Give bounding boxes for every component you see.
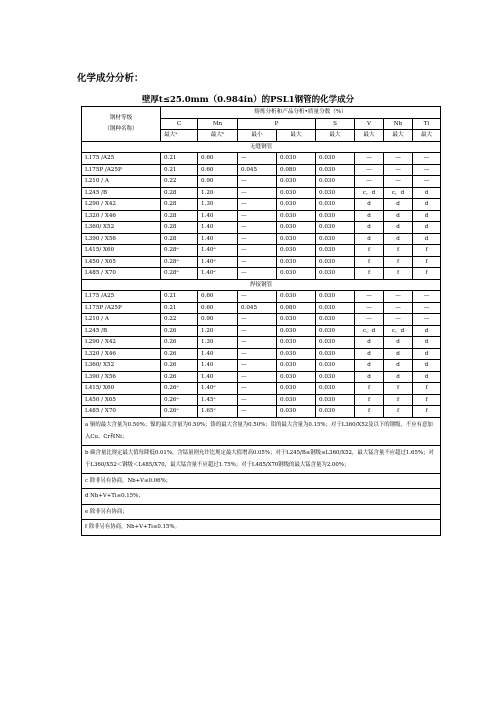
value-cell: 0.030 (316, 245, 355, 257)
value-cell: d (384, 233, 413, 245)
value-cell: 0.030 (277, 176, 316, 188)
footnote: e 除非另有协商； (82, 504, 441, 520)
value-cell: f (384, 256, 413, 268)
footnote: d Nb+V+Ti≤0.15%； (82, 489, 441, 505)
value-cell: d (355, 233, 384, 245)
table-row (82, 394, 441, 406)
value-cell: 1.40ᵉ (198, 383, 238, 395)
value-cell: 0.045 (238, 164, 277, 176)
table-row (82, 164, 441, 176)
value-cell: — (238, 371, 277, 383)
value-cell: 0.030 (277, 360, 316, 372)
grade-cell: L175 /A25 (82, 153, 161, 165)
table-row (82, 371, 441, 383)
value-cell: d (384, 222, 413, 234)
value-cell: d (355, 360, 384, 372)
value-cell: — (355, 291, 384, 303)
grade-cell: L485 / X70 (82, 406, 161, 418)
value-cell: — (355, 176, 384, 188)
value-cell: — (384, 164, 413, 176)
footnote-row (82, 520, 441, 536)
value-cell: — (355, 302, 384, 314)
table-row (82, 210, 441, 222)
value-cell: f (355, 268, 384, 280)
grade-cell: L175P /A25P (82, 302, 161, 314)
element-header-sulfur: S (316, 118, 355, 130)
value-cell: d (355, 348, 384, 360)
value-cell: — (238, 394, 277, 406)
value-cell: — (384, 176, 413, 188)
value-cell: — (238, 348, 277, 360)
value-cell: 0.030 (316, 187, 355, 199)
value-cell: — (384, 291, 413, 303)
value-cell: d (384, 337, 413, 349)
value-cell: d (355, 210, 384, 222)
value-cell: d (355, 199, 384, 211)
value-cell: 1.40ᵉ (198, 245, 238, 257)
grade-header-line2: （钢种名称） (104, 125, 138, 132)
value-cell: 0.030 (277, 348, 316, 360)
grade-cell: L245 /B (82, 325, 161, 337)
value-cell: — (238, 383, 277, 395)
grade-cell: L415/ X60 (82, 383, 161, 395)
value-cell: f (413, 268, 441, 280)
value-cell: — (355, 164, 384, 176)
value-cell: 0.045 (238, 302, 277, 314)
grade-header-line1: 钢材等级 (109, 114, 133, 121)
value-cell: 0.030 (277, 325, 316, 337)
footnote: c 除非另有协商，Nb+V≤0.06%； (82, 473, 441, 489)
value-cell: 0.030 (277, 222, 316, 234)
value-cell: f (355, 394, 384, 406)
value-cell: 0.030 (277, 153, 316, 165)
section-heading: 化学成分分析： (77, 73, 144, 84)
grade-cell: L175 /A25 (82, 291, 161, 303)
value-cell: 0.26 (161, 325, 198, 337)
grade-cell: L390 / X56 (82, 233, 161, 245)
value-cell: 0.21 (161, 291, 198, 303)
value-cell: d (413, 233, 441, 245)
value-cell: 0.030 (316, 210, 355, 222)
value-cell: — (238, 406, 277, 418)
value-cell: — (413, 164, 441, 176)
value-cell: — (238, 187, 277, 199)
value-cell: 1.40 (198, 210, 238, 222)
value-cell: 0.030 (277, 233, 316, 245)
value-cell: 0.030 (277, 268, 316, 280)
value-cell: d (355, 337, 384, 349)
value-cell: d (355, 222, 384, 234)
value-cell: 0.26 (161, 348, 198, 360)
grade-cell: L360/ X52 (82, 222, 161, 234)
section-row (82, 279, 441, 291)
grade-cell: L390 / X56 (82, 371, 161, 383)
value-cell: d (384, 371, 413, 383)
value-cell: 0.90 (198, 314, 238, 326)
value-cell: 0.030 (277, 291, 316, 303)
value-cell: — (413, 314, 441, 326)
value-cell: d (413, 348, 441, 360)
value-cell: f (384, 394, 413, 406)
value-cell: 1.20 (198, 325, 238, 337)
limit-header: 最大 (355, 130, 384, 142)
value-cell: 0.26ᵉ (161, 383, 198, 395)
value-cell: 0.030 (316, 233, 355, 245)
value-cell: 1.40 (198, 233, 238, 245)
value-cell: f (413, 383, 441, 395)
value-cell: 1.45ᵉ (198, 394, 238, 406)
limit-header: 最大ᵇ (198, 130, 238, 142)
table-row (82, 314, 441, 326)
value-cell: — (355, 153, 384, 165)
value-cell: 1.40 (198, 348, 238, 360)
value-cell: 0.21 (161, 302, 198, 314)
table-row (82, 187, 441, 199)
value-cell: — (238, 256, 277, 268)
value-cell: 0.030 (316, 360, 355, 372)
grade-header (82, 107, 161, 142)
table-caption: 壁厚t≤25.0mm（0.984in）的PSL1钢管的化学成分 (141, 95, 355, 105)
value-cell: 0.90 (198, 176, 238, 188)
value-cell: f (413, 394, 441, 406)
footnote: a 铜的最大含量为0.50%；镍的最大含量为0.50%；铬的最大含量为0.50%；钼的最大含量为0.15%；对于L360/X52及以下的钢级，不应有意加入Cu、Cr和Ni； (82, 417, 441, 445)
element-header-carbon: C (161, 118, 198, 130)
table-row (82, 337, 441, 349)
value-cell: 0.030 (316, 383, 355, 395)
value-cell: — (238, 153, 277, 165)
value-cell: d (355, 371, 384, 383)
value-cell: 0.28 (161, 210, 198, 222)
element-header-vanadium: V (355, 118, 384, 130)
grade-cell: L450 / X65 (82, 394, 161, 406)
limit-header: 最大ᵃ (161, 130, 198, 142)
value-cell: 0.26ᵉ (161, 394, 198, 406)
table-row (82, 256, 441, 268)
footnote-row (82, 489, 441, 505)
grade-cell: L245 /B (82, 187, 161, 199)
value-cell: c，d (355, 325, 384, 337)
value-cell: 0.28ᵉ (161, 268, 198, 280)
value-cell: — (413, 291, 441, 303)
value-cell: 0.030 (316, 164, 355, 176)
element-header-phosphorus: P (238, 118, 316, 130)
value-cell: d (384, 210, 413, 222)
value-cell: — (413, 302, 441, 314)
value-cell: f (413, 245, 441, 257)
value-cell: 0.030 (277, 337, 316, 349)
value-cell: — (238, 337, 277, 349)
value-cell: 0.26 (161, 371, 198, 383)
value-cell: 0.22 (161, 176, 198, 188)
value-cell: d (384, 348, 413, 360)
value-cell: 0.60 (198, 291, 238, 303)
value-cell: f (413, 256, 441, 268)
table-row (82, 153, 441, 165)
limit-header: 最大 (277, 130, 316, 142)
value-cell: d (413, 210, 441, 222)
grade-cell: L415/ X60 (82, 245, 161, 257)
chemical-composition-table (81, 106, 441, 536)
value-cell: d (413, 325, 441, 337)
table-row (82, 291, 441, 303)
value-cell: f (413, 406, 441, 418)
value-cell: 1.30 (198, 199, 238, 211)
value-cell: 0.26 (161, 337, 198, 349)
value-cell: — (384, 153, 413, 165)
value-cell: 0.60 (198, 164, 238, 176)
value-cell: — (355, 314, 384, 326)
value-cell: 0.030 (277, 245, 316, 257)
value-cell: d (413, 371, 441, 383)
value-cell: f (384, 406, 413, 418)
value-cell: d (413, 222, 441, 234)
value-cell: — (238, 222, 277, 234)
table-row (82, 325, 441, 337)
footnote: f 除非另有协商，Nb+V+Ti≤0.15%。 (82, 520, 441, 536)
value-cell: 0.030 (316, 337, 355, 349)
grade-cell: L320 / X46 (82, 348, 161, 360)
grade-cell: L175P /A25P (82, 164, 161, 176)
table-row (82, 302, 441, 314)
value-cell: — (413, 153, 441, 165)
value-cell: 0.26ᵉ (161, 406, 198, 418)
value-cell: 0.030 (316, 314, 355, 326)
value-cell: 0.030 (277, 187, 316, 199)
value-cell: 0.030 (277, 406, 316, 418)
table-row (82, 383, 441, 395)
value-cell: 0.030 (316, 406, 355, 418)
table-row (82, 222, 441, 234)
grade-cell: L360/ X52 (82, 360, 161, 372)
value-cell: — (238, 360, 277, 372)
value-cell: 0.030 (316, 222, 355, 234)
footnote: b 碳含量比规定最大值每降低0.01%，含锰量则允许比规定最大值增高0.05%；对于L245/B≤钢级≤L360/X52，最大锰含量不应超过1.65%；对于L360/X52＜钢级＜L485/X70，最大锰含量不应超过1.75%；对于L485/X70钢级的最大锰含量为2.00%； (82, 445, 441, 473)
value-cell: d (413, 199, 441, 211)
value-cell: d (384, 199, 413, 211)
value-cell: f (355, 406, 384, 418)
value-cell: c，d (384, 187, 413, 199)
value-cell: 0.030 (316, 268, 355, 280)
footnote-row (82, 473, 441, 489)
value-cell: 0.030 (316, 302, 355, 314)
value-cell: 0.030 (316, 371, 355, 383)
value-cell: 1.20 (198, 187, 238, 199)
value-cell: 0.60 (198, 153, 238, 165)
value-cell: 0.28 (161, 187, 198, 199)
value-cell: 1.40ᵉ (198, 268, 238, 280)
value-cell: 0.030 (277, 371, 316, 383)
value-cell: 1.40 (198, 222, 238, 234)
value-cell: 0.080 (277, 164, 316, 176)
element-header-niobium: Nb (384, 118, 413, 130)
value-cell: — (238, 245, 277, 257)
element-header-manganese: Mn (198, 118, 238, 130)
value-cell: d (413, 360, 441, 372)
value-cell: — (238, 314, 277, 326)
value-cell: — (238, 291, 277, 303)
value-cell: — (384, 302, 413, 314)
value-cell: 0.030 (277, 394, 316, 406)
value-cell: 0.030 (316, 256, 355, 268)
value-cell: 0.60 (198, 302, 238, 314)
limit-header: 最大 (384, 130, 413, 142)
value-cell: d (413, 187, 441, 199)
value-cell: — (238, 210, 277, 222)
composition-group-header: 熔炼分析和产品分析•质量分数（%） (161, 107, 441, 119)
element-header-titanium: Ti (413, 118, 441, 130)
value-cell: 0.030 (316, 394, 355, 406)
value-cell: 0.030 (316, 176, 355, 188)
table-row (82, 348, 441, 360)
value-cell: f (384, 268, 413, 280)
footnote-row (82, 445, 441, 473)
value-cell: 0.21 (161, 153, 198, 165)
section-title: 焊接钢管 (82, 279, 441, 291)
value-cell: 0.030 (316, 348, 355, 360)
value-cell: 0.030 (316, 325, 355, 337)
limit-header: 最小 (238, 130, 277, 142)
value-cell: 0.28 (161, 199, 198, 211)
value-cell: 0.030 (277, 256, 316, 268)
table-row (82, 233, 441, 245)
value-cell: 1.65ᵉ (198, 406, 238, 418)
section-row (82, 141, 441, 153)
value-cell: 0.21 (161, 164, 198, 176)
value-cell: 0.22 (161, 314, 198, 326)
table-row (82, 268, 441, 280)
value-cell: f (355, 383, 384, 395)
value-cell: 1.40 (198, 371, 238, 383)
limit-header: 最大 (316, 130, 355, 142)
value-cell: f (384, 383, 413, 395)
grade-cell: L210 / A (82, 176, 161, 188)
value-cell: — (238, 176, 277, 188)
value-cell: 1.40ᵉ (198, 256, 238, 268)
value-cell: 0.28ᵉ (161, 245, 198, 257)
value-cell: 0.030 (277, 314, 316, 326)
value-cell: 0.28ᵉ (161, 256, 198, 268)
value-cell: f (384, 245, 413, 257)
grade-cell: L450 / X65 (82, 256, 161, 268)
footnote-row (82, 504, 441, 520)
table-row (82, 245, 441, 257)
value-cell: 1.30 (198, 337, 238, 349)
value-cell: f (355, 245, 384, 257)
value-cell: 0.030 (316, 199, 355, 211)
grade-cell: L290 / X42 (82, 337, 161, 349)
value-cell: d (413, 337, 441, 349)
value-cell: — (384, 314, 413, 326)
grade-cell: L290 / X42 (82, 199, 161, 211)
table-row (82, 406, 441, 418)
value-cell: 0.030 (277, 210, 316, 222)
grade-cell: L320 / X46 (82, 210, 161, 222)
value-cell: 0.030 (277, 383, 316, 395)
table-row (82, 360, 441, 372)
grade-cell: L485 / X70 (82, 268, 161, 280)
limit-header: 最大 (413, 130, 441, 142)
value-cell: 1.40 (198, 360, 238, 372)
value-cell: 0.080 (277, 302, 316, 314)
value-cell: — (413, 176, 441, 188)
value-cell: 0.28 (161, 222, 198, 234)
value-cell: 0.030 (316, 291, 355, 303)
value-cell: 0.28 (161, 233, 198, 245)
grade-cell: L210 / A (82, 314, 161, 326)
value-cell: 0.26 (161, 360, 198, 372)
value-cell: — (238, 233, 277, 245)
value-cell: — (238, 268, 277, 280)
section-title: 无缝钢管 (82, 141, 441, 153)
value-cell: c，d (355, 187, 384, 199)
value-cell: 0.030 (277, 199, 316, 211)
footnote-row (82, 417, 441, 445)
value-cell: c，d (384, 325, 413, 337)
value-cell: f (355, 256, 384, 268)
value-cell: — (238, 199, 277, 211)
value-cell: d (384, 360, 413, 372)
value-cell: — (238, 325, 277, 337)
value-cell: 0.030 (316, 153, 355, 165)
table-row (82, 199, 441, 211)
table-row (82, 176, 441, 188)
